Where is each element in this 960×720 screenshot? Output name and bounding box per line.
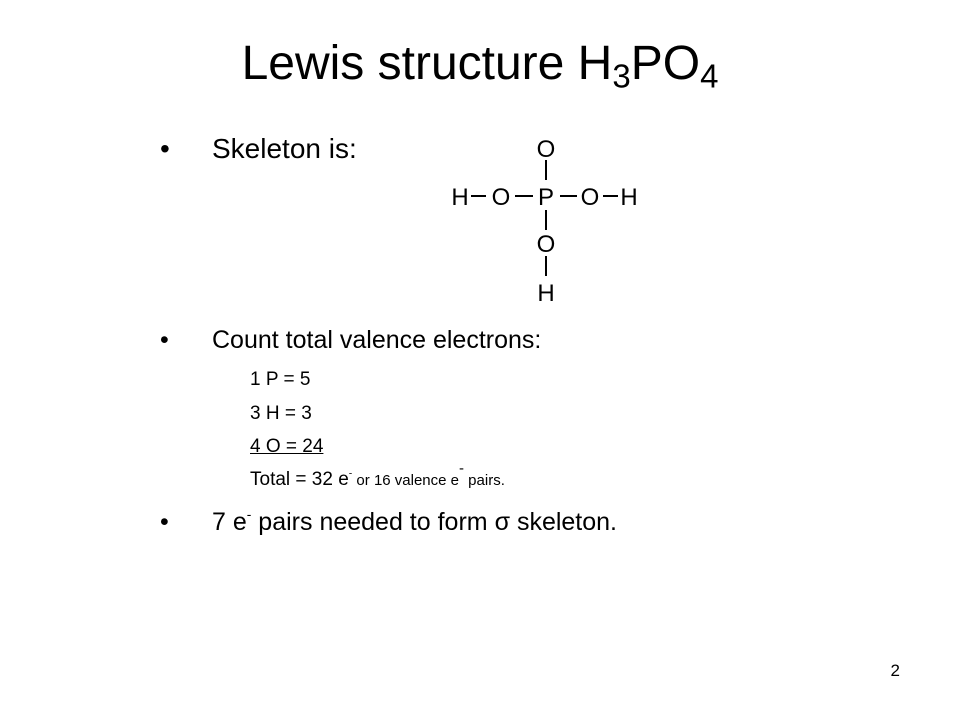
atom-h-right: H: [620, 184, 638, 211]
bullet-text: [212, 507, 617, 537]
bullet-text-post: skeleton.: [510, 508, 618, 536]
sigma-symbol: σ: [494, 508, 510, 536]
count-h: 3 H = 3: [250, 403, 312, 424]
total-pairs-text: or 16 valence e: [352, 472, 460, 489]
title-text-po: PO: [630, 37, 701, 90]
title-text: Lewis structure H: [241, 37, 613, 90]
total-pairs-superscript: -: [459, 460, 465, 477]
bullet-text: Skeleton is:: [212, 133, 357, 164]
bullet-text-mid: pairs needed to form: [251, 508, 495, 536]
bullet-text-pre: 7 e: [212, 508, 247, 536]
total-text: Total = 32 e: [250, 469, 349, 490]
count-o: 4 O = 24: [250, 436, 324, 457]
bullet-dot: •: [160, 133, 170, 164]
atom-h-bottom: H: [537, 280, 555, 307]
bullet-text: Count total valence electrons:: [212, 326, 542, 354]
bullet-dot: •: [160, 508, 169, 536]
bullet-dot: •: [160, 326, 169, 354]
total-superscript: -: [348, 468, 353, 480]
title-subscript-4: 4: [700, 57, 719, 95]
count-p: 1 P = 5: [250, 369, 311, 390]
title-subscript-3: 3: [612, 57, 631, 95]
skeleton-structure: [440, 128, 660, 308]
atom-h-left: H: [451, 184, 469, 211]
atom-o-left: O: [491, 184, 511, 211]
atom-o-top: O: [536, 136, 556, 163]
count-total: [250, 460, 505, 492]
slide-title: [0, 37, 960, 95]
total-pairs-end: pairs.: [464, 472, 505, 489]
page-number: 2: [890, 661, 900, 680]
atom-p: P: [537, 184, 555, 211]
electron-superscript: -: [246, 507, 252, 522]
atom-o-bottom: O: [536, 231, 556, 258]
atom-o-right: O: [580, 184, 600, 211]
